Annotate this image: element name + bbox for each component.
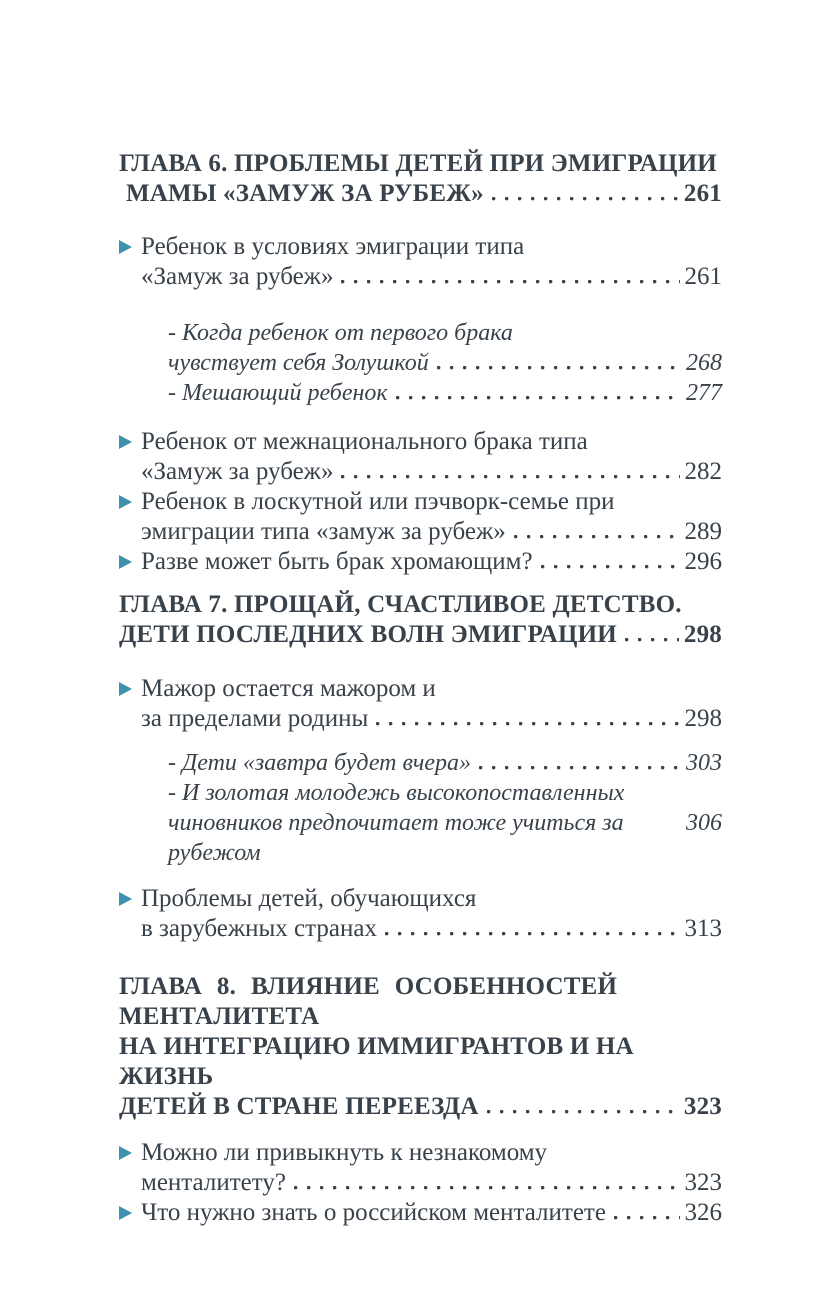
dot-leader xyxy=(294,1186,680,1190)
chapter-heading-line: ГЛАВА 6. ПРОБЛЕМЫ ДЕТЕЙ ПРИ ЭМИГРАЦИИ xyxy=(119,150,717,177)
toc-item xyxy=(119,1198,722,1228)
page-number: 298 xyxy=(683,621,722,648)
page-number: 306 xyxy=(686,810,722,836)
toc-item-text: менталитету? xyxy=(141,1169,286,1196)
dot-leader xyxy=(437,366,681,370)
toc-item-line xyxy=(141,547,722,577)
toc-item-line xyxy=(141,517,722,547)
dot-leader xyxy=(614,1216,680,1220)
page-number: 268 xyxy=(686,350,722,376)
chapter-heading-line: НА ИНТЕГРАЦИЮ ИММИГРАНТОВ И НА ЖИЗНЬ xyxy=(119,1033,634,1090)
toc-item xyxy=(119,547,722,577)
dot-leader xyxy=(479,766,681,770)
chapter-heading-text: ДЕТИ ПОСЛЕДНИХ ВОЛН ЭМИГРАЦИИ xyxy=(119,621,617,648)
dot-leader xyxy=(341,280,679,284)
toc-item-line: Ребенок от межнационального брака типа xyxy=(141,428,588,455)
toc-section-chapter-7 xyxy=(119,590,722,944)
page-number: 289 xyxy=(684,518,722,545)
toc-item-text: «Замуж за рубеж» xyxy=(141,263,334,290)
toc-item-line xyxy=(141,457,722,487)
triangle-bullet-icon xyxy=(119,487,141,547)
toc-item xyxy=(119,674,722,884)
chapter-heading-line xyxy=(119,620,722,650)
toc-item xyxy=(119,232,722,427)
toc-item-line xyxy=(141,1168,722,1198)
chapter-heading-text: МАМЫ «ЗАМУЖ ЗА РУБЕЖ» xyxy=(126,180,484,207)
toc-item-line: Ребенок в условиях эмиграции типа xyxy=(141,233,525,260)
toc-subitem-line xyxy=(168,378,722,408)
triangle-bullet-icon xyxy=(119,884,141,944)
triangle-bullet-icon xyxy=(119,1138,141,1198)
toc-item-line: Ребенок в лоскутной или пэчворк-семье при xyxy=(141,488,615,515)
toc-section-chapter-8 xyxy=(119,972,722,1228)
chapter-heading xyxy=(119,972,722,1122)
dot-leader xyxy=(492,197,679,201)
triangle-bullet-icon xyxy=(119,232,141,427)
dot-leader xyxy=(514,535,680,539)
toc-item-line xyxy=(141,1198,722,1228)
chapter-heading xyxy=(119,149,722,209)
dot-leader xyxy=(541,565,680,569)
toc-item-text: Разве может быть брак хромающим? xyxy=(141,548,533,575)
page-number: 326 xyxy=(684,1199,722,1226)
toc-item-text: в зарубежных странах xyxy=(141,915,377,942)
triangle-bullet-icon xyxy=(119,674,141,884)
page-number: 277 xyxy=(686,380,722,406)
dot-leader xyxy=(625,638,679,642)
toc-item-line xyxy=(141,704,722,734)
toc-section-chapter-6 xyxy=(119,149,722,577)
toc-item-line: Мажор остается мажором и xyxy=(141,675,436,702)
toc-subitem-line: - И золотая молодежь высокопоставленных xyxy=(168,780,625,806)
chapter-heading xyxy=(119,590,722,650)
dot-leader xyxy=(341,475,679,479)
triangle-bullet-icon xyxy=(119,427,141,487)
toc-subitem-line xyxy=(168,808,722,868)
toc-item xyxy=(119,487,722,547)
toc-subitem-line xyxy=(168,748,722,778)
toc-item-text: за пределами родины xyxy=(141,705,369,732)
toc-item-text: «Замуж за рубеж» xyxy=(141,458,334,485)
dot-leader xyxy=(396,396,681,400)
toc-item-text: Что нужно знать о российском менталитете xyxy=(141,1199,606,1226)
toc-subitem-line: - Когда ребенок от первого брака xyxy=(168,320,513,346)
toc-subitem-text: чувствует себя Золушкой xyxy=(168,350,429,376)
toc-subitems xyxy=(168,318,722,408)
page-number: 296 xyxy=(684,548,722,575)
page-number: 323 xyxy=(683,1093,722,1120)
toc-item-line: Можно ли привыкнуть к незнакомому xyxy=(141,1139,548,1166)
chapter-heading-text: ДЕТЕЙ В СТРАНЕ ПЕРЕЕЗДА xyxy=(119,1093,479,1120)
toc-item xyxy=(119,1138,722,1198)
triangle-bullet-icon xyxy=(119,547,141,577)
toc-item xyxy=(119,427,722,487)
page-number: 298 xyxy=(684,705,722,732)
dot-leader xyxy=(385,932,680,936)
page-number: 323 xyxy=(684,1169,722,1196)
dot-leader xyxy=(663,826,681,830)
toc-subitem-line xyxy=(168,348,722,378)
chapter-heading-line: ГЛАВА 8. ВЛИЯНИЕ ОСОБЕННОСТЕЙ МЕНТАЛИТЕТА xyxy=(119,973,618,1030)
page-number: 313 xyxy=(684,915,722,942)
page-number: 261 xyxy=(684,263,722,290)
chapter-heading-line: ГЛАВА 7. ПРОЩАЙ, СЧАСТЛИВОЕ ДЕТСТВО. xyxy=(119,591,682,618)
toc-subitems xyxy=(168,748,722,868)
toc-subitem-text: - Мешающий ребенок xyxy=(168,380,388,406)
toc-item-line: Проблемы детей, обучающихся xyxy=(141,885,477,912)
page-number: 303 xyxy=(686,750,722,776)
page-number: 282 xyxy=(684,458,722,485)
toc-item-text: эмиграции типа «замуж за рубеж» xyxy=(141,518,506,545)
toc-item xyxy=(119,884,722,944)
toc-item-line xyxy=(141,914,722,944)
toc-item-line xyxy=(141,262,722,292)
dot-leader xyxy=(376,722,679,726)
chapter-heading-line xyxy=(119,1092,722,1122)
dot-leader xyxy=(487,1110,679,1114)
page-number: 261 xyxy=(683,180,722,207)
toc-subitem-text: чиновников предпочитает тоже учиться за рубежом xyxy=(168,810,624,866)
toc-subitem-text: - Дети «завтра будет вчера» xyxy=(168,750,471,776)
triangle-bullet-icon xyxy=(119,1198,141,1228)
chapter-heading-line xyxy=(119,179,722,209)
